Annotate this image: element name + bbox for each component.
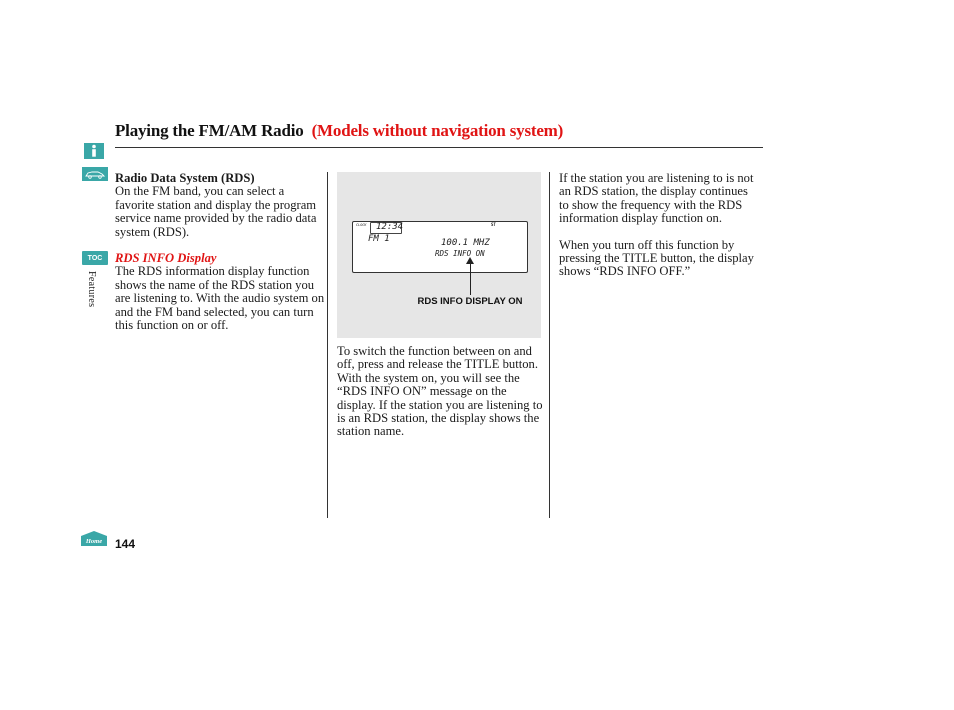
home-button[interactable] [80, 530, 108, 547]
info-icon [84, 143, 104, 159]
toc-label: TOC [87, 254, 103, 262]
column-middle [337, 345, 547, 439]
title-main: Playing the FM/AM Radio [115, 121, 304, 140]
frequency-readout: 100.1 MHZ [441, 238, 490, 248]
column-divider [327, 172, 328, 518]
pointer-line [470, 260, 471, 295]
home-label: Home [85, 538, 103, 545]
clock-readout: 12:34 [376, 222, 404, 232]
figure-caption: RDS INFO DISPLAY ON [417, 296, 523, 307]
title-divider [115, 147, 763, 148]
title-subtitle: (Models without navigation system) [311, 121, 564, 140]
rds-body: On the FM band, you can select a favorite station and display the program service name provided by the radio data system (RDS). [115, 184, 317, 239]
home-icon [80, 530, 108, 547]
rds-info-readout: RDS INFO ON [435, 249, 485, 258]
rds-info-display-link[interactable]: RDS INFO Display [115, 251, 217, 266]
vehicle-index-button[interactable] [82, 167, 108, 181]
rds-heading: Radio Data System (RDS) [115, 171, 255, 185]
clock-label: CLOCK [356, 223, 367, 227]
rds-info-body: The RDS information display function shows the name of the RDS station you are listening to. With the audio system on and the FM band selected, you can turn this function on or off. [115, 264, 325, 333]
section-label: Features [86, 271, 97, 308]
stereo-indicator: ST [491, 222, 496, 227]
page-number: 144 [115, 537, 136, 551]
switch-instructions: To switch the function between on and off, press and release the TITLE button. With the system on, you will see the “RDS INFO ON” message on the display. If the station you are listening to is an RDS station, the display shows the station name. [337, 344, 543, 439]
column-left [115, 172, 325, 332]
info-button[interactable] [84, 143, 104, 159]
band-readout: FM 1 [368, 234, 390, 244]
column-divider [549, 172, 550, 518]
column-right [559, 172, 759, 279]
page-title [115, 121, 765, 143]
non-rds-paragraph: If the station you are listening to is not an RDS station, the display continues to show the frequency with the RDS information display function on. [559, 171, 754, 226]
toc-button[interactable] [82, 251, 108, 265]
car-icon [82, 167, 108, 181]
turn-off-paragraph: When you turn off this function by pressing the TITLE button, the display shows “RDS INFO OFF.” [559, 237, 754, 279]
